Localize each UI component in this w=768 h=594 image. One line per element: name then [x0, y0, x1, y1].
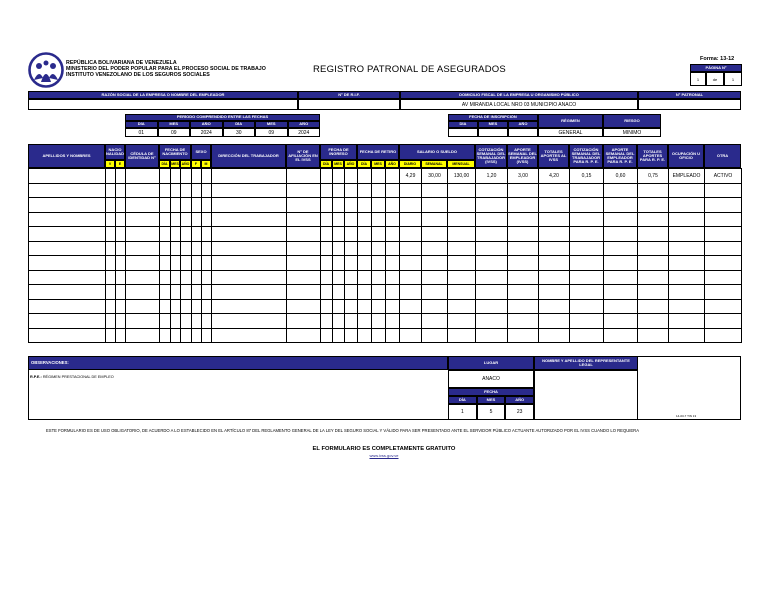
cell-mensual[interactable]: 130,00 [448, 169, 476, 184]
cell-totales-ivss[interactable]: 4,20 [539, 169, 570, 184]
period-col-6: AÑO [288, 121, 321, 128]
gov-line-2: MINISTERIO DEL PODER POPULAR PARA EL PROCESO SOCIAL DE TRABAJO [66, 66, 266, 72]
col-ocupacion: OCUPACIÓN U OFICIO [668, 144, 704, 168]
regimen-label: RÉGIMEN [538, 114, 603, 128]
inscripcion-col-day: DÍA [448, 121, 478, 128]
col-fi-ano: AÑO [344, 160, 357, 168]
gov-line-3: INSTITUTO VENEZOLANO DE LOS SEGUROS SOCIALES [66, 72, 210, 78]
cell-semanal[interactable]: 30,00 [422, 169, 448, 184]
razon-social-field[interactable] [28, 99, 298, 110]
cell-diario[interactable]: 4,29 [400, 169, 422, 184]
col-otra: OTRA [704, 144, 741, 168]
col-fr-ano: AÑO [385, 160, 399, 168]
form-code: Forma: 13-12 [700, 56, 735, 62]
cell-ocupacion[interactable]: EMPLEADO [669, 169, 705, 184]
table-row[interactable] [29, 241, 742, 256]
col-totales-ivss: TOTALES APORTES AL IVSS [538, 144, 569, 168]
col-sexo-f: F [191, 160, 201, 168]
fecha-col-year: AÑO [505, 396, 534, 404]
cell-cot-rpe[interactable]: 0,15 [570, 169, 604, 184]
period-col-5: MES [255, 121, 288, 128]
employee-table [28, 168, 742, 343]
inscripcion-day[interactable] [448, 128, 478, 137]
gov-line-1: REPÚBLICA BOLIVARIANA DE VENEZUELA [66, 60, 177, 66]
col-mensual: MENSUAL [447, 160, 475, 168]
col-apellidos: APELLIDOS Y NOMBRES [28, 144, 105, 168]
riesgo-value[interactable]: MINIMO [603, 128, 661, 137]
inscripcion-col-year: AÑO [508, 121, 538, 128]
col-nacionalidad: NACIO NALIDAD [105, 144, 125, 160]
period-col-2: MES [158, 121, 191, 128]
rif-field[interactable] [298, 99, 400, 110]
inscripcion-col-month: MES [478, 121, 508, 128]
col-cot-rpe: COTIZACIÓN SEMANAL DEL TRABAJADOR PARA R. P. E. [569, 144, 603, 168]
table-row[interactable] [29, 198, 742, 213]
period-end-month[interactable]: 09 [255, 128, 288, 137]
table-row[interactable] [29, 212, 742, 227]
col-cedula: CÉDULA DE IDENTIDAD N° [125, 144, 159, 168]
cell-aporte-rpe[interactable]: 0,60 [604, 169, 638, 184]
col-aporte-rpe: APORTE SEMANAL DEL EMPLEADOR PARA R. P. E. [603, 144, 637, 168]
col-afiliacion: N° DE AFILIACIÓN EN EL IVSS [286, 144, 320, 168]
regimen-value[interactable]: GENERAL [538, 128, 603, 137]
ivss-logo [28, 52, 64, 88]
period-start-month[interactable]: 09 [158, 128, 191, 137]
col-fr-dia: DÍA [357, 160, 371, 168]
fecha-day[interactable]: 1 [448, 404, 477, 420]
period-start-day[interactable]: 01 [125, 128, 158, 137]
cell-aporte-ivss[interactable]: 3,00 [508, 169, 539, 184]
period-start-year[interactable]: 2024 [190, 128, 223, 137]
col-fn-dia: DÍA [159, 160, 170, 168]
signature-area[interactable] [534, 370, 638, 420]
lugar-value[interactable]: ANACO [448, 370, 534, 388]
col-fi-mes: MES [332, 160, 344, 168]
page-total: 1 [724, 72, 742, 86]
page-number: 1 [690, 72, 706, 86]
col-fn-mes: MES [171, 162, 179, 166]
fecha-col-month: MES [477, 396, 506, 404]
rpe-note: RÉGIMEN PRESTACIONAL DE EMPLEO [42, 375, 114, 379]
col-totales-rpe: TOTALES APORTES PARA R. P. E. [637, 144, 668, 168]
col-fecha-retiro: FECHA DE RETIRO [357, 144, 399, 160]
table-row[interactable] [29, 285, 742, 300]
gratuito-text: EL FORMULARIO ES COMPLETAMENTE GRATUITO [312, 446, 456, 452]
col-salario: SALARIO O SUELDO [399, 144, 475, 160]
col-fn-ano: AÑO [181, 162, 190, 166]
inscripcion-year[interactable] [508, 128, 538, 137]
cell-otra[interactable]: ACTIVO [705, 169, 742, 184]
table-row[interactable] [29, 227, 742, 242]
table-row[interactable] [29, 328, 742, 343]
small-code: 14-03-7 TIN 13 [676, 414, 697, 418]
col-direccion: DIRECCIÓN DEL TRABAJADOR [211, 144, 286, 168]
col-fi-dia: DÍA [320, 160, 332, 168]
period-col-3: AÑO [190, 121, 223, 128]
col-nac-e: E [115, 160, 125, 168]
inscripcion-month[interactable] [478, 128, 508, 137]
observaciones-label: OBSERVACIONES: [28, 356, 448, 370]
col-aporte-ivss: APORTE SEMANAL DEL EMPLEADOR (IVSS) [507, 144, 538, 168]
col-sexo: SEXO [191, 144, 211, 160]
representante-label: NOMBRE Y APELLIDO DEL REPRESENTANTE LEGAL [534, 356, 638, 370]
domicilio-label: DOMICILIO FISCAL DE LA EMPRESA U ORGANISMO PÚBLICO [400, 91, 638, 99]
col-diario: DIARIO [399, 160, 421, 168]
period-col-1: DÍA [125, 121, 158, 128]
col-fecha-ingreso: FECHA DE INGRESO [320, 144, 357, 160]
rif-label: N° DE R.I.F. [298, 91, 400, 99]
page-number-label: PÁGINA N° [690, 64, 742, 72]
rpe-note-abbr: R.P.E.: [30, 375, 42, 379]
period-end-day[interactable]: 30 [223, 128, 256, 137]
lugar-label: LUGAR [448, 356, 534, 370]
riesgo-label: RIESGO [603, 114, 661, 128]
period-end-year[interactable]: 2024 [288, 128, 321, 137]
website-link[interactable]: www.ivss.gov.ve [369, 453, 399, 458]
cell-cot-ivss[interactable]: 1,20 [476, 169, 508, 184]
table-row[interactable] [29, 183, 742, 198]
patronal-label: N° PATRONAL [638, 91, 741, 99]
table-row[interactable] [29, 169, 742, 184]
fecha-month[interactable]: 5 [477, 404, 506, 420]
domicilio-field[interactable]: AV MIRANDA LOCAL NRO 03 MUNICIPIO ANACO [400, 99, 638, 110]
table-row[interactable] [29, 314, 742, 329]
fecha-year[interactable]: 23 [505, 404, 534, 420]
period-col-4: DÍA [223, 121, 256, 128]
col-sexo-m: M [201, 160, 211, 168]
razon-social-label: RAZÓN SOCIAL DE LA EMPRESA O NOMBRE DEL EMPLEADOR [28, 91, 298, 99]
page-de: de [706, 72, 724, 86]
period-label: PERÍODO COMPRENDIDO ENTRE LAS FECHAS [125, 114, 320, 121]
col-semanal: SEMANAL [421, 160, 447, 168]
table-row[interactable] [29, 256, 742, 271]
legal-text: ESTE FORMULARIO ES DE USO OBLIGATORIO, DE ACUERDO A LO ESTABLECIDO EN EL ARTÍCULO 87 DEL REGLAMENTO GENERAL DE LA LEY DEL SEGURO SOCIAL Y VÁLIDO PARA SER PRESENTADO ANTE EL SERVIDOR PÚBLICO ACTUANTE AUTORIZADO POR EL IVSS CUANDO LO REQUIERA [46, 428, 640, 433]
col-fecha-nac: FECHA DE NACIMIENTO [159, 144, 191, 160]
col-fr-mes: MES [371, 160, 385, 168]
col-nac-v: V [105, 160, 115, 168]
inscripcion-label: FECHA DE INSCRIPCIÓN [448, 114, 538, 121]
cell-totales-rpe[interactable]: 0,75 [638, 169, 669, 184]
patronal-field[interactable] [638, 99, 741, 110]
table-row[interactable] [29, 299, 742, 314]
page-title: REGISTRO PATRONAL DE ASEGURADOS [313, 64, 506, 75]
col-cot-ivss: COTIZACIÓN SEMANAL DEL TRABAJADOR (IVSS) [475, 144, 507, 168]
fecha-label: FECHA [448, 388, 534, 396]
fecha-col-day: DÍA [448, 396, 477, 404]
table-row[interactable] [29, 270, 742, 285]
